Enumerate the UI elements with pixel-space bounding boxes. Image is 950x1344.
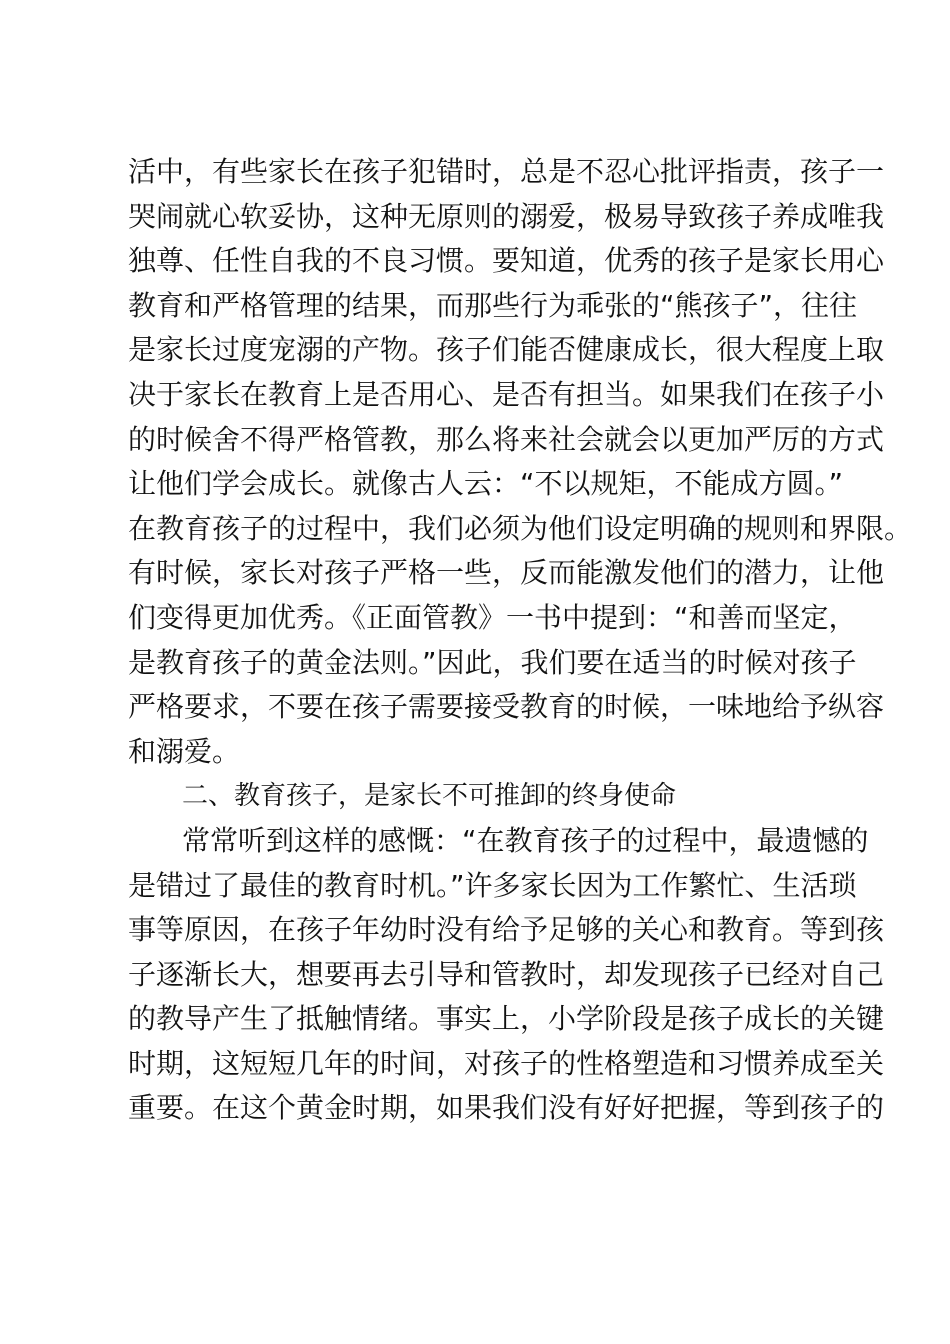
paragraph-1-line: 和溺爱。: [128, 734, 241, 768]
document-body: [128, 150, 913, 1131]
paragraph-2-line: 事等原因，在孩子年幼时没有给予足够的关心和教育。等到孩: [128, 913, 885, 947]
paragraph-1-line: 的时候舍不得严格管教，那么将来社会就会以更加严厉的方式: [128, 422, 885, 456]
paragraph-1-line: 严格要求，不要在孩子需要接受教育的时候，一味地给予纵容: [128, 690, 885, 724]
paragraph-1-line: 教育和严格管理的结果，而那些行为乖张的“熊孩子”，往往: [128, 288, 858, 322]
paragraph-2-line: 常常听到这样的感慨：“在教育孩子的过程中，最遗憾的: [182, 823, 869, 857]
paragraph-1-line: 哭闹就心软妥协，这种无原则的溺爱，极易导致孩子养成唯我: [128, 199, 885, 233]
paragraph-1-line: 让他们学会成长。就像古人云：“不以规矩，不能成方圆。”: [128, 467, 844, 501]
paragraph-2-line: 子逐渐长大，想要再去引导和管教时，却发现孩子已经对自己: [128, 957, 885, 991]
paragraph-1-line: 是家长过度宠溺的产物。孩子们能否健康成长，很大程度上取: [128, 333, 885, 367]
section-heading: 二、教育孩子，是家长不可推卸的终身使命: [182, 781, 677, 812]
paragraph-1-line: 们变得更加优秀。《正面管教》一书中提到：“和善而坚定，: [128, 600, 857, 634]
paragraph-2-line: 重要。在这个黄金时期，如果我们没有好好把握，等到孩子的: [128, 1091, 885, 1125]
paragraph-1-line: 活中，有些家长在孩子犯错时，总是不忍心批评指责，孩子一: [128, 155, 885, 188]
paragraph-2-line: 的教导产生了抵触情绪。事实上，小学阶段是孩子成长的关键: [128, 1002, 885, 1036]
paragraph-1-line: 在教育孩子的过程中，我们必须为他们设定明确的规则和界限。: [128, 511, 913, 545]
paragraph-1-line: 独尊、任性自我的不良习惯。要知道，优秀的孩子是家长用心: [128, 244, 885, 278]
paragraph-2-line: 时期，这短短几年的时间，对孩子的性格塑造和习惯养成至关: [128, 1046, 885, 1080]
paragraph-1-line: 有时候，家长对孩子严格一些，反而能激发他们的潜力，让他: [128, 556, 885, 590]
paragraph-1-line: 决于家长在教育上是否用心、是否有担当。如果我们在孩子小: [128, 377, 885, 411]
paragraph-1-line: 是教育孩子的黄金法则。”因此，我们要在适当的时候对孩子: [128, 645, 857, 679]
paragraph-2-line: 是错过了最佳的教育时机。”许多家长因为工作繁忙、生活琐: [128, 868, 857, 902]
